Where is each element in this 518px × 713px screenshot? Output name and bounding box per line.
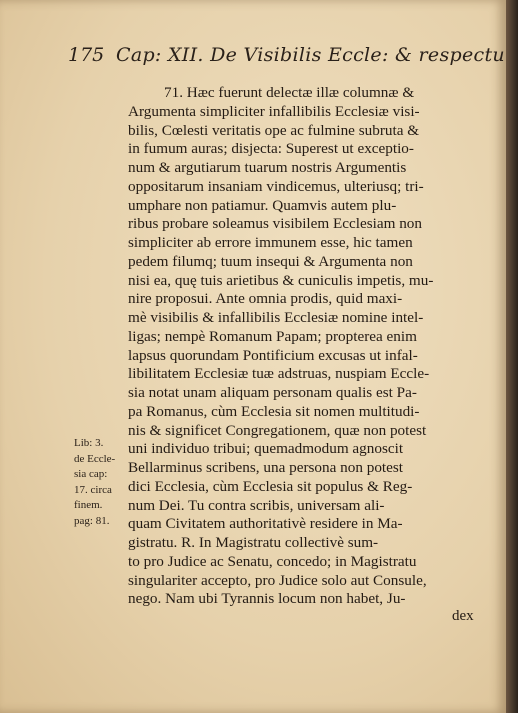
text-line: libilitatem Ecclesiæ tuæ adstruas, nuspiam Eccle- — [128, 365, 430, 383]
text-line: oppositarum insaniam vindicemus, ulteriusq; tri- — [128, 177, 424, 195]
text-line: sia notat unam aliquam personam qualis est Pa- — [128, 384, 417, 401]
body-text — [128, 84, 478, 609]
binding-edge — [506, 0, 518, 713]
text-line: Bellarminus scribens, una persona non potest — [128, 459, 404, 476]
text-line: singulariter accepto, pro Judice solo aut Consule, — [128, 571, 427, 589]
text-line: pa Romanus, cùm Ecclesia sit nomen multitudi- — [128, 402, 420, 420]
text-line: nego. Nam ubi Tyrannis locum non habet, Ju- — [128, 590, 406, 608]
margin-line: finem. — [74, 499, 103, 511]
text-line: lapsus quorundam Pontificium excusas ut infal- — [128, 346, 418, 364]
text-line: to pro Judice ac Senatu, concedo; in Magistratu — [128, 552, 417, 570]
text-line: quam Civitatem authoritativè residere in Ma- — [128, 515, 403, 533]
text-line: gistratu. R. In Magistratu collectivè sum- — [128, 534, 379, 551]
margin-line: de Eccle- — [74, 452, 116, 465]
text-line: nire proposui. Ante omnia prodis, quid maxi- — [128, 290, 403, 308]
margin-line: sia cap: — [74, 468, 108, 480]
margin-line: Lib: 3. — [74, 437, 104, 449]
text-line: ribus probare soleamus visibilem Ecclesiam non — [128, 215, 422, 233]
margin-line: 17. circa — [74, 483, 112, 496]
text-line: uni individuo tribui; quemadmodum agnoscit — [128, 440, 404, 458]
text-line: in fumum auras; disjecta: Superest ut exceptio- — [128, 140, 414, 158]
text-line: num & argutiarum tuarum nostris Argumentis — [128, 159, 407, 176]
text-line: nis & significet Congregationem, quæ non potest — [128, 421, 427, 439]
text-line: ligas; nempè Romanum Papam; propterea enim — [128, 327, 417, 345]
text-line: dici Ecclesia, cùm Ecclesia sit populus & Reg- — [128, 477, 413, 495]
text-line: mè visibilis & infallibilis Ecclesiæ nomine intel- — [128, 309, 424, 326]
text-line: umphare non patiamur. Quamvis autem plu- — [128, 196, 397, 214]
text-line: simpliciter ab errore immunem esse, hic tamen — [128, 234, 413, 251]
text-line: 71. Hæc fuerunt delectæ illæ columnæ & — [164, 84, 415, 101]
text-line: nisi ea, quę tuis arietibus & cuniculis impetis, mu- — [128, 271, 434, 289]
text-line: bilis, Cœlesti veritatis ope ac fulmine subruta & — [128, 121, 420, 139]
text-line: pedem filumq; tuum insequi & Argumenta non — [128, 252, 413, 270]
margin-line: pag: 81. — [74, 514, 110, 527]
text-line: num Dei. Tu contra scribis, universam ali- — [128, 496, 385, 514]
catchword: dex — [452, 608, 474, 624]
running-head: Cap: XII. De Visibilis Eccle: & respectu — [116, 44, 505, 66]
marginal-citation — [74, 436, 128, 529]
text-line: Argumenta simpliciter infallibilis Ecclesiæ visi- — [128, 102, 420, 120]
page-header — [68, 44, 505, 70]
folio-number: 175 — [68, 44, 105, 66]
